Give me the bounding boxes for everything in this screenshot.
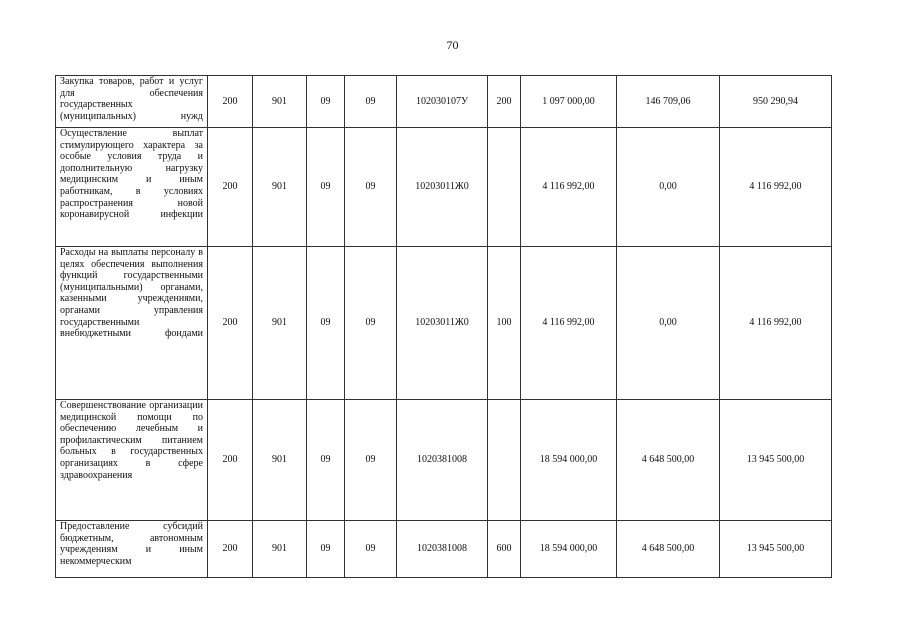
cell-expense-type: 600 <box>488 521 521 578</box>
cell-expense-type <box>488 128 521 247</box>
cell-code-1: 200 <box>208 247 253 400</box>
cell-code-2: 901 <box>253 400 307 521</box>
cell-subsection: 09 <box>345 128 397 247</box>
cell-subsection: 09 <box>345 400 397 521</box>
cell-code-2: 901 <box>253 128 307 247</box>
row-description: Расходы на выплаты персоналу в целях обеспечения выполнения функций государственными (муниципальными) органами, казенными учреждениями, органами управления государственными внебюджетными фондами <box>56 247 208 400</box>
row-description: Закупка товаров, работ и услуг для обеспечения государственных (муниципальных) нужд <box>56 76 208 128</box>
row-description: Предоставление субсидий бюджетным, автономным учреждениям и иным некоммерческим <box>56 521 208 578</box>
cell-subsection: 09 <box>345 76 397 128</box>
cell-code-2: 901 <box>253 76 307 128</box>
cell-sum-1: 18 594 000,00 <box>521 521 617 578</box>
cell-sum-2: 0,00 <box>617 128 720 247</box>
cell-target-code: 102030107У <box>397 76 488 128</box>
cell-sum-2: 146 709,06 <box>617 76 720 128</box>
cell-sum-1: 4 116 992,00 <box>521 128 617 247</box>
cell-target-code: 1020381008 <box>397 400 488 521</box>
cell-target-code: 10203011Ж0 <box>397 128 488 247</box>
cell-sum-3: 4 116 992,00 <box>720 128 832 247</box>
cell-sum-3: 4 116 992,00 <box>720 247 832 400</box>
cell-sum-3: 13 945 500,00 <box>720 521 832 578</box>
table-row <box>56 521 832 578</box>
cell-section: 09 <box>307 247 345 400</box>
cell-target-code: 10203011Ж0 <box>397 247 488 400</box>
cell-expense-type: 200 <box>488 76 521 128</box>
cell-code-1: 200 <box>208 128 253 247</box>
cell-section: 09 <box>307 128 345 247</box>
cell-sum-1: 18 594 000,00 <box>521 400 617 521</box>
table-row <box>56 76 832 128</box>
cell-subsection: 09 <box>345 247 397 400</box>
cell-code-2: 901 <box>253 521 307 578</box>
cell-expense-type <box>488 400 521 521</box>
cell-sum-3: 950 290,94 <box>720 76 832 128</box>
table-row <box>56 128 832 247</box>
cell-code-1: 200 <box>208 521 253 578</box>
cell-expense-type: 100 <box>488 247 521 400</box>
page-number: 70 <box>446 38 459 52</box>
cell-code-1: 200 <box>208 76 253 128</box>
table-row <box>56 400 832 521</box>
cell-target-code: 1020381008 <box>397 521 488 578</box>
cell-section: 09 <box>307 76 345 128</box>
cell-sum-1: 4 116 992,00 <box>521 247 617 400</box>
cell-subsection: 09 <box>345 521 397 578</box>
cell-sum-2: 4 648 500,00 <box>617 521 720 578</box>
cell-sum-2: 0,00 <box>617 247 720 400</box>
cell-sum-3: 13 945 500,00 <box>720 400 832 521</box>
table-row <box>56 247 832 400</box>
cell-code-1: 200 <box>208 400 253 521</box>
row-description: Совершенствование организации медицинской помощи по обеспечению лечебным и профилактическим питанием больных в государственных организациях в сфере здравоохранения <box>56 400 208 521</box>
row-description: Осуществление выплат стимулирующего характера за особые условия труда и дополнительную нагрузку медицинским и иным работникам, в условиях распространения новой коронавирусной инфекции <box>56 128 208 247</box>
cell-code-2: 901 <box>253 247 307 400</box>
cell-sum-2: 4 648 500,00 <box>617 400 720 521</box>
cell-sum-1: 1 097 000,00 <box>521 76 617 128</box>
cell-section: 09 <box>307 400 345 521</box>
budget-table <box>55 75 832 578</box>
cell-section: 09 <box>307 521 345 578</box>
